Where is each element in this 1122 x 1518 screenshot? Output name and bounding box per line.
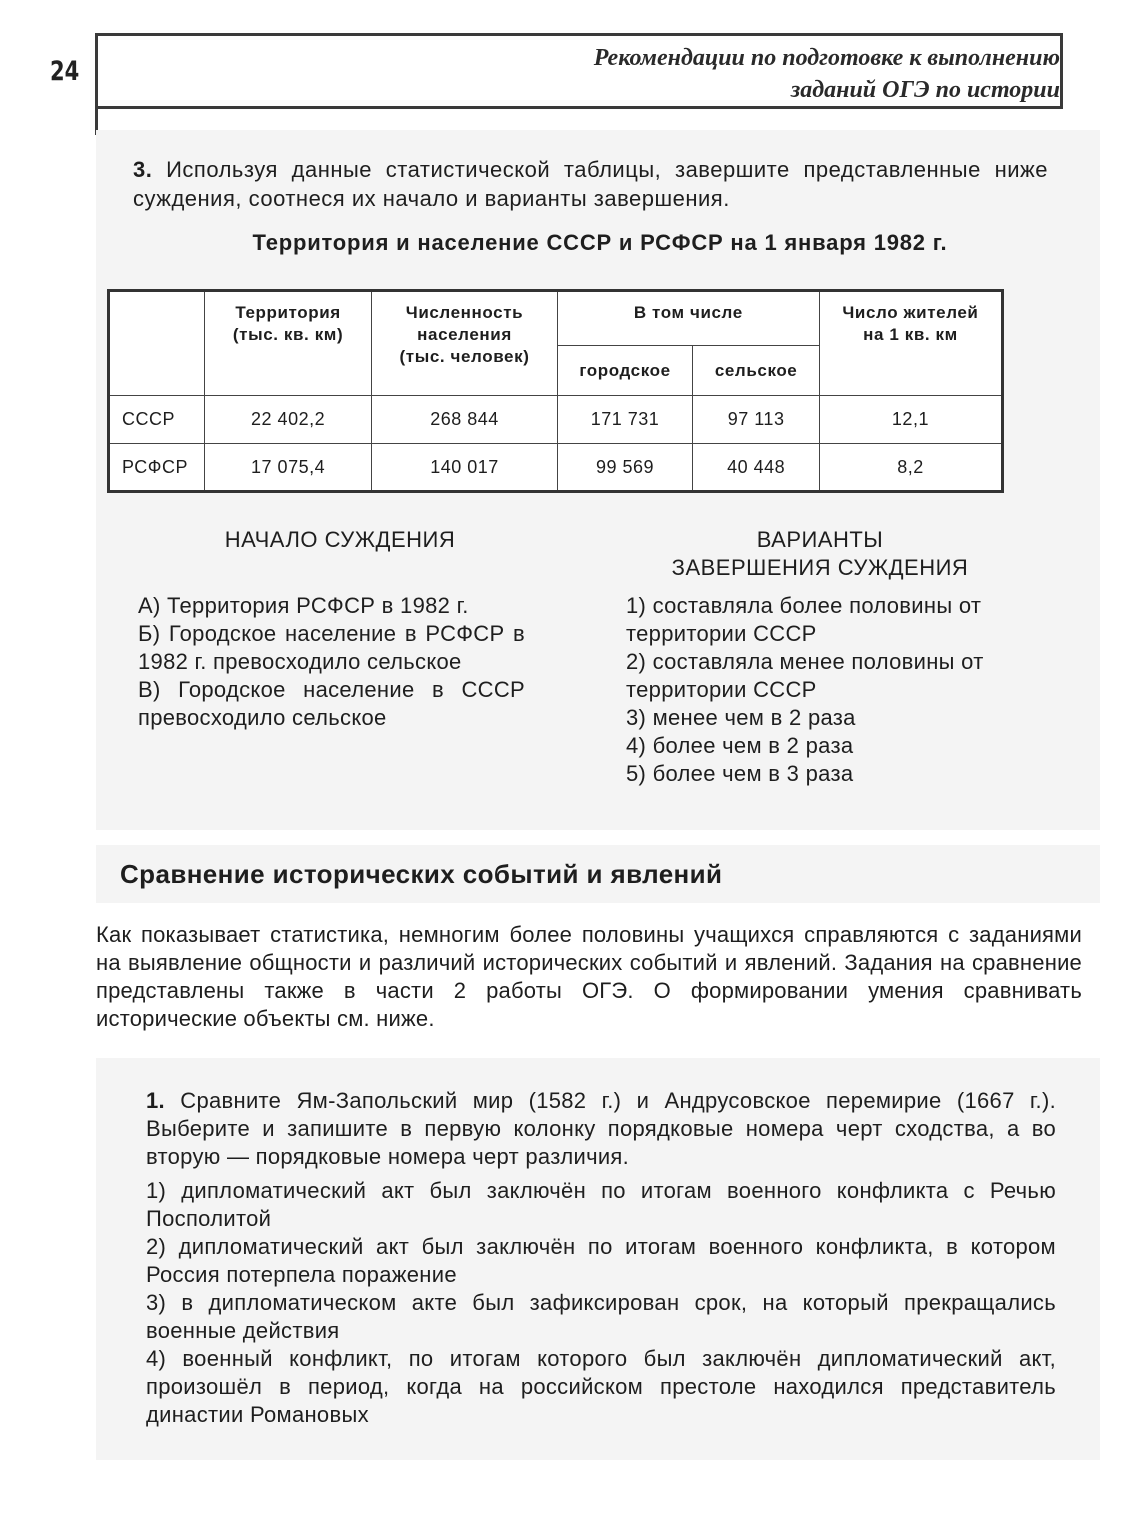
judgement-endings	[626, 592, 1036, 788]
header-including: В том числе	[557, 291, 819, 346]
cell-density: 12,1	[819, 396, 1002, 444]
list-item: 2) составляла менее половины от территории СССР	[626, 649, 984, 702]
right-column-heading: ВАРИАНТЫ ЗАВЕРШЕНИЯ СУЖДЕНИЯ	[671, 527, 969, 580]
list-item: 5) более чем в 3 раза	[626, 761, 854, 786]
list-item: А) Территория РСФСР в 1982 г.	[138, 593, 469, 618]
cell-rural: 97 113	[693, 396, 820, 444]
table-row	[109, 396, 1003, 444]
list-item: 4) более чем в 2 раза	[626, 733, 854, 758]
cell-urban: 99 569	[557, 444, 693, 492]
header-urban: городское	[557, 346, 693, 396]
running-header	[95, 33, 1063, 109]
list-item: 2) дипломатический акт был заключён по итогам военного конфликта, в котором Россия потерпела поражение	[146, 1234, 1056, 1287]
header-density: Число жителей на 1 кв. км	[819, 291, 1002, 396]
cell-urban: 171 731	[557, 396, 693, 444]
page-number: 24	[50, 56, 80, 87]
cell-rural: 40 448	[693, 444, 820, 492]
cell-density: 8,2	[819, 444, 1002, 492]
header-line-2: заданий ОГЭ по истории	[790, 77, 1060, 103]
task3-number: 3.	[133, 157, 153, 182]
task1-number: 1.	[146, 1088, 165, 1113]
header-title	[160, 42, 1060, 106]
list-item: 4) военный конфликт, по итогам которого был заключён дипломатический акт, произошёл в период, когда на российском престоле находился представитель династии Романовых	[146, 1346, 1056, 1427]
row-name: РСФСР	[109, 444, 205, 492]
task1-block	[146, 1087, 1056, 1429]
list-item: 3) менее чем в 2 раза	[626, 705, 856, 730]
list-item: Б) Городское население в РСФСР в 1982 г. превосходило сельское	[138, 621, 525, 674]
cell-population: 140 017	[372, 444, 557, 492]
task3-prompt-line-1: Используя данные статистической таблицы, завершите представленные	[166, 157, 981, 182]
task1-prompt	[146, 1087, 1056, 1171]
cell-territory: 17 075,4	[204, 444, 371, 492]
header-population: Численность населения (тыс. человек)	[372, 291, 557, 396]
table-title: Территория и население СССР и РСФСР на 1 января 1982 г.	[252, 230, 948, 255]
header-territory: Территория (тыс. кв. км)	[204, 291, 371, 396]
list-item: 1) дипломатический акт был заключён по итогам военного конфликта с Речью Посполитой	[146, 1178, 1056, 1231]
section-paragraph: Как показывает статистика, немногим более половины учащихся справляются с заданиями на выявление общности и различий исторических событий и явлений. Задания на сравнение представлены также в части 2 работы ОГЭ. О формировании умения сравнивать исторические объекты см. ниже.	[96, 922, 1082, 1031]
judgement-beginnings	[138, 592, 525, 732]
task3-prompt	[133, 155, 1048, 213]
stats-table	[107, 289, 1004, 493]
header-line-1: Рекомендации по подготовке к выполнению	[593, 45, 1060, 71]
header-rural: сельское	[693, 346, 820, 396]
list-item: 1) составляла более половины от территории СССР	[626, 593, 982, 646]
left-column-heading: НАЧАЛО СУЖДЕНИЯ	[224, 527, 456, 552]
task1-prompt-text: Сравните Ям-Запольский мир (1582 г.) и Андрусовское перемирие (1667 г.). Выберите и запишите в первую колонку порядковые номера черт сходства, а во вторую — порядковые номера черт различия.	[146, 1088, 1056, 1169]
list-item: В) Городское население в СССР превосходило сельское	[138, 677, 525, 730]
row-name: СССР	[109, 396, 205, 444]
cell-territory: 22 402,2	[204, 396, 371, 444]
cell-population: 268 844	[372, 396, 557, 444]
section-heading: Сравнение исторических событий и явлений	[120, 859, 723, 889]
header-cell-empty	[109, 291, 205, 396]
list-item: 3) в дипломатическом акте был зафиксирован срок, на который прекращались военные действия	[146, 1290, 1056, 1343]
task3-prompt-line-2: ниже суждения, соотнеся их начало и варианты завершения.	[133, 157, 1048, 211]
table-row	[109, 444, 1003, 492]
